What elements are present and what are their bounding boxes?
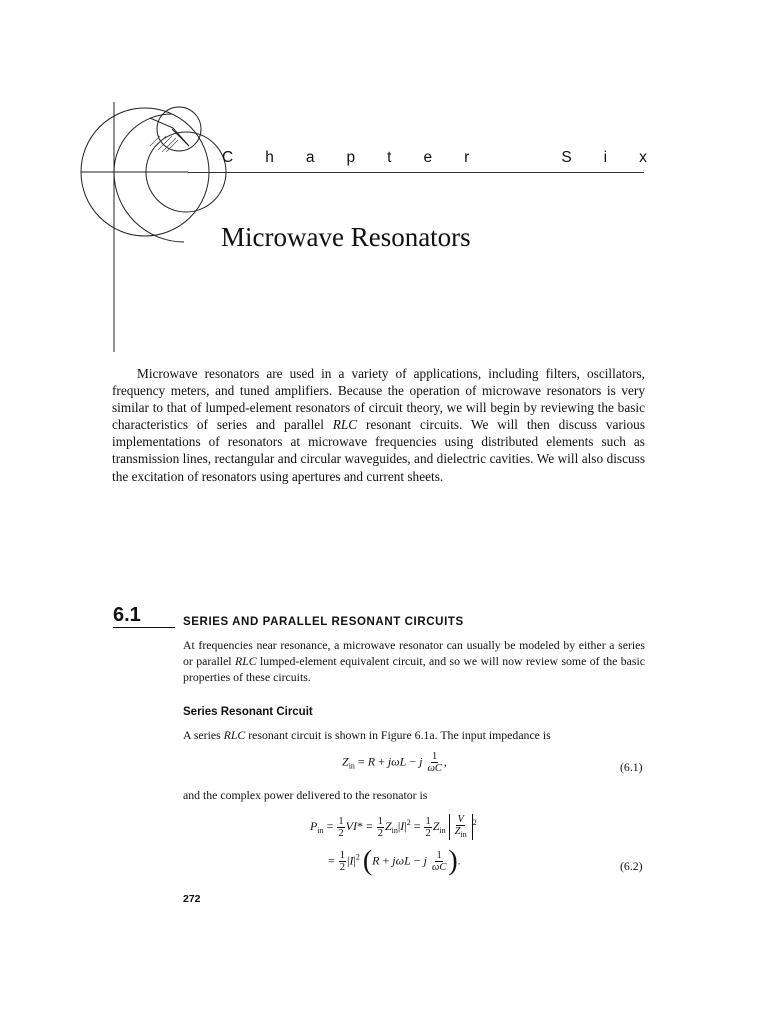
subsection-rlc: RLC <box>223 728 246 742</box>
chapter-letter: C <box>222 149 234 166</box>
intro-paragraph <box>112 365 645 485</box>
chapter-letter: p <box>346 149 356 166</box>
section-title: SERIES AND PARALLEL RESONANT CIRCUITS <box>183 616 464 628</box>
equation-6-2-line-2: = $\frac{1}{2}$ $|I|^2$ (R + jωL − j $\frac{1}{\omega C}$ ). <box>328 845 461 877</box>
chapter-letter: i <box>603 149 608 166</box>
chapter-letter: e <box>423 149 433 166</box>
subsection-text-continued: resonant circuit is shown in Figure 6.1a. The input impedance is <box>245 728 551 742</box>
equation-6-2-line-1: $P_{in}$ = $\frac{1}{2}$ VI* = $\frac{1}{2}$ $Z_{in}|I|^2$ = $\frac{1}{2}$ $Z_{in}$ $\frac{V}{Z_{in}}$ $^2$ <box>310 814 477 840</box>
intro-text: Microwave resonators are used in a variety of applications, including filters, oscillators, frequency meters, and tuned amplifiers. Because the operation of microwave resonators is very similar to that of lumped-element resonators of circuit theory, we will begin by reviewing the basic characteristics of series and parallel <box>112 366 645 433</box>
section-rlc: RLC <box>234 653 257 668</box>
subsection-text: A series <box>183 728 224 742</box>
chapter-rule <box>188 172 644 173</box>
power-paragraph: and the complex power delivered to the resonator is <box>183 788 428 802</box>
page-number: 272 <box>183 893 201 905</box>
chapter-title: Microwave Resonators <box>221 222 471 252</box>
intro-text-continued: resonant circuits. We will then discuss various implementations of resonators at microwave frequencies using distributed elements such as transmission lines, rectangular and circular waveguides, and dielectric cavities. We will also discuss the excitation of resonators using apertures and current sheets. <box>112 417 645 484</box>
chapter-letter: h <box>265 149 274 166</box>
chapter-label <box>222 149 647 167</box>
intro-rlc: RLC <box>332 417 358 433</box>
chapter-letter: r <box>464 149 470 166</box>
subsection-paragraph <box>183 728 551 744</box>
chapter-letter: t <box>387 149 392 166</box>
chapter-letter: a <box>305 149 315 166</box>
section-number-rule <box>113 627 175 628</box>
subsection-title: Series Resonant Circuit <box>183 706 313 718</box>
chapter-ornament <box>0 0 768 360</box>
equation-number: (6.1) <box>620 760 643 774</box>
section-number: 6.1 <box>113 604 141 626</box>
section-text: At frequencies near resonance, a microwave resonator can usually be modeled by either a series or parallel <box>183 638 645 668</box>
equation-6-1: $Z_{in} = R + j\omega L - j$ $\frac{1}{\omega C}$ , <box>342 751 447 774</box>
section-text-continued: lumped-element equivalent circuit, and so we will now review some of the basic properties of these circuits. <box>183 653 645 684</box>
chapter-letter-gap <box>501 149 529 167</box>
equation-number: (6.2) <box>620 859 643 873</box>
chapter-letter: x <box>639 149 647 166</box>
chapter-letter: S <box>561 149 572 166</box>
section-paragraph <box>183 638 645 685</box>
